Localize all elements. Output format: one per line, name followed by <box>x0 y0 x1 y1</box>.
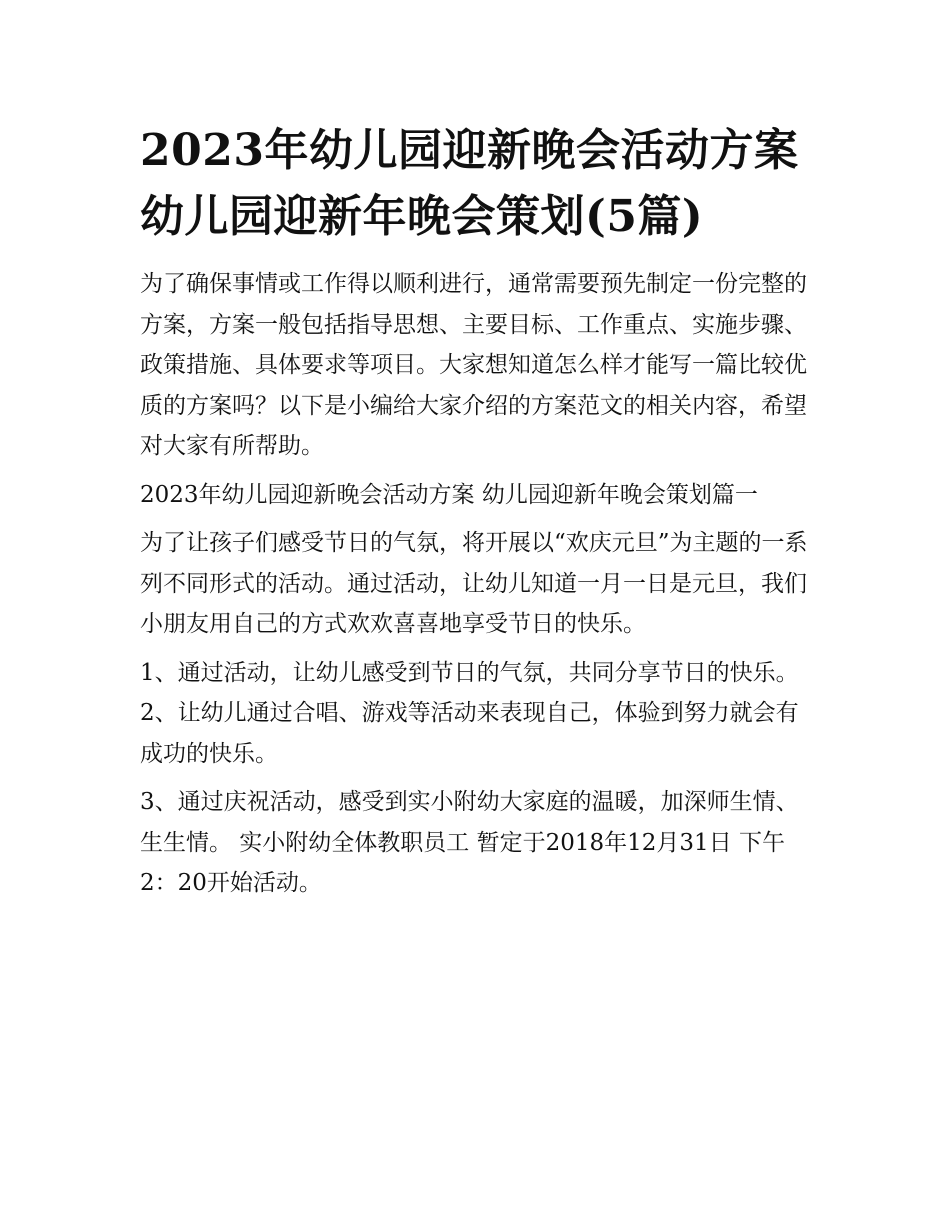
document-title: 2023年幼儿园迎新晚会活动方案 幼儿园迎新年晚会策划(5篇) <box>140 125 799 242</box>
goal-list-item: 1、通过活动，让幼儿感受到节日的气氛，共同分享节日的快乐。 2、让幼儿通过合唱、游戏等活动来表现自己，体验到努力就会有成功的快乐。 <box>140 659 799 767</box>
intro-paragraph: 为了确保事情或工作得以顺利进行，通常需要预先制定一份完整的方案，方案一般包括指导思想、主要目标、工作重点、实施步骤、政策措施、具体要求等项目。大家想知道怎么样才能写一篇比较优质的方案吗？以下是小编给大家介绍的方案范文的相关内容，希望对大家有所帮助。 <box>140 271 807 459</box>
goal-list-item: 3、通过庆祝活动，感受到实小附幼大家庭的温暖，加深师生情、生生情。 实小附幼全体教职员工 暂定于2018年12月31日 下午2：20开始活动。 <box>140 789 799 896</box>
document-body <box>140 118 812 904</box>
activity-purpose-paragraph: 为了让孩子们感受节日的气氛，将开展以“欢庆元旦”为主题的一系列不同形式的活动。通过活动，让幼儿知道一月一日是元旦，我们小朋友用自己的方式欢欢喜喜地享受节日的快乐。 <box>140 530 808 637</box>
section-heading: 2023年幼儿园迎新晚会活动方案 幼儿园迎新年晚会策划篇一 <box>140 481 758 508</box>
